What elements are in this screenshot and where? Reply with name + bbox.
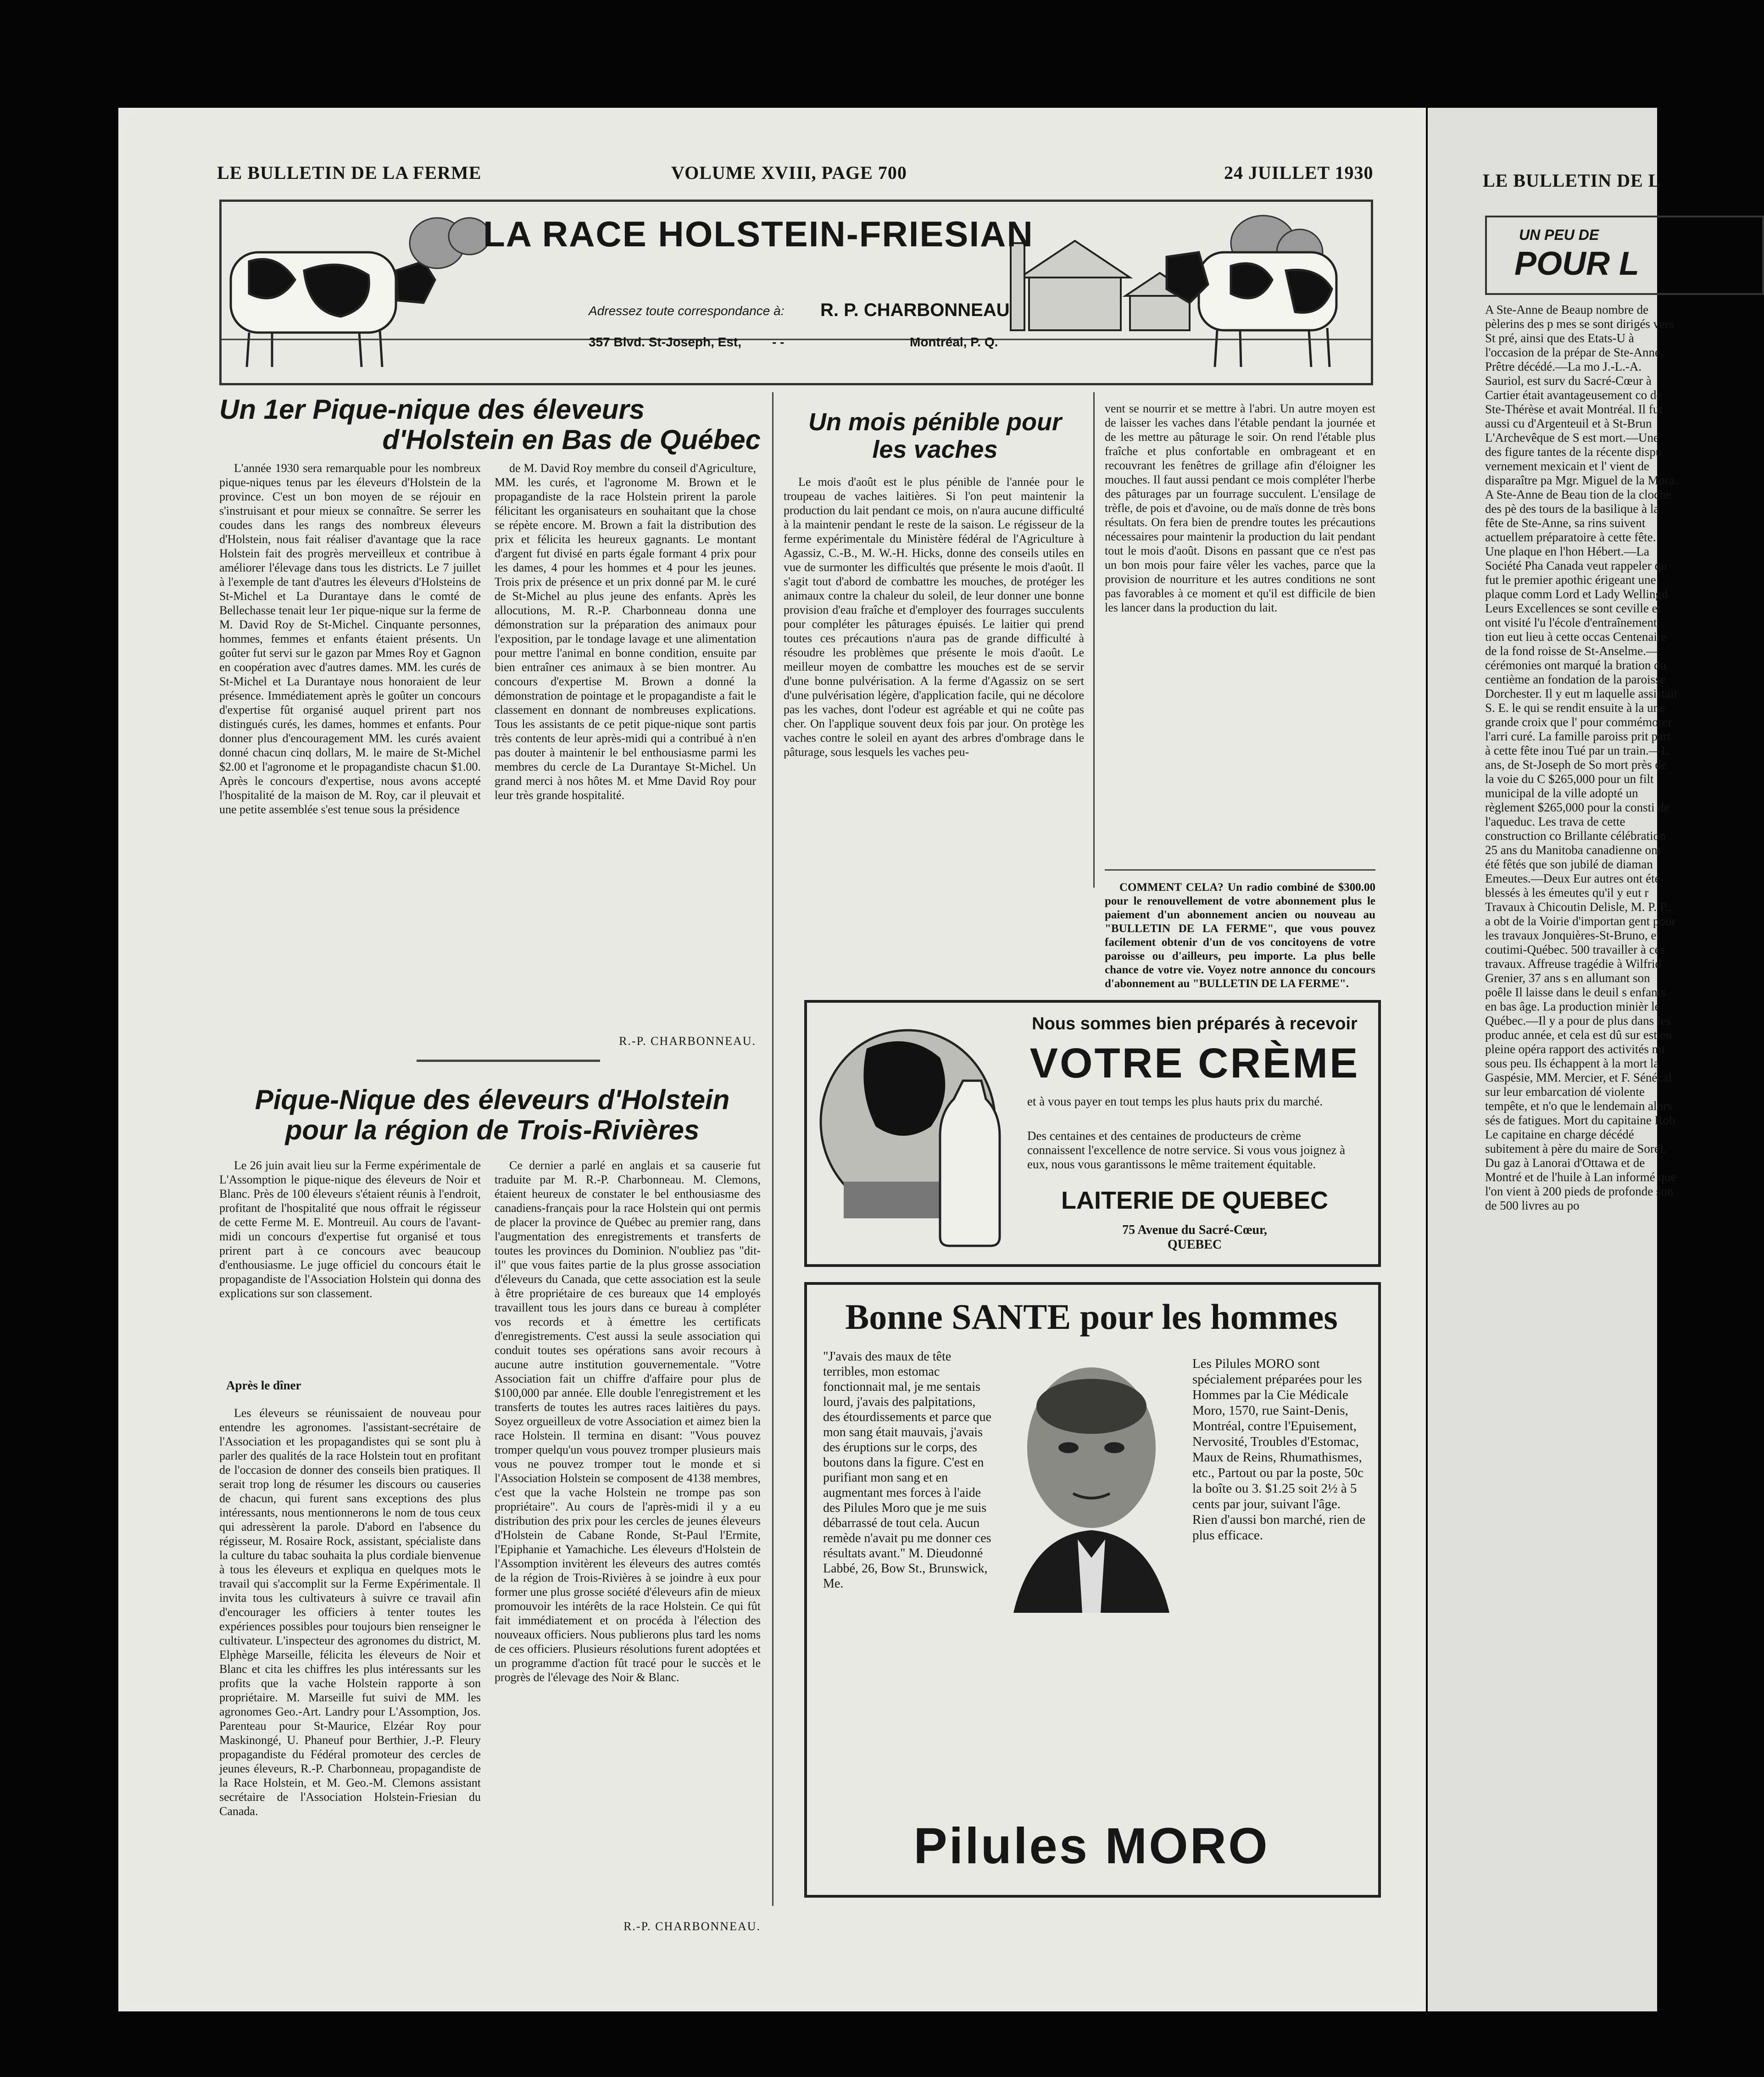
creme-ad-address1: 75 Avenue du Sacré-Cœur, [1122,1223,1267,1237]
article3-column2 [495,1158,761,1915]
address-dash: - - [772,335,785,349]
adjacent-title-box [1485,216,1764,295]
article2-column1 [784,475,1084,984]
adjacent-kicker: UN PEU DE [1519,227,1599,243]
article3-col1-text: Le 26 juin avait lieu sur la Ferme expérimentale de L'Assomption le pique-nique des éleveurs de Noir et Blanc. Près de 100 éleveurs s'étaient réunis à l'endroit, profitant de l'hospitalité que nous offrait le régisseur de cette Ferme M. E. Montreuil. Au cours de l'avant-midi un concours d'expertise fut organisé et tous prirent part à ce concours avec beaucoup d'enthousiasme. Le juge officiel du concours était le propagandiste de l'Association Holstein qui donna des explications sur son classement. [219,1159,481,1300]
column-rule [772,392,773,1906]
left-cow-illustration [231,252,435,367]
column-rule [1093,392,1095,888]
divider [1105,869,1375,871]
article2-headline-line1: Un mois pénible pour [808,408,1062,436]
moro-advertisement [804,1282,1381,1898]
article3-headline-line2: pour la région de Trois-Rivières [285,1115,700,1145]
running-head-volume: VOLUME XVIII, PAGE 700 [671,162,907,183]
article2-column2 [1105,401,1375,853]
cow-and-bottle-illustration [816,1016,1009,1246]
newspaper-page [118,108,1426,2011]
article2-headline-line2: les vaches [872,436,998,463]
banner-title: LA RACE HOLSTEIN-FRIESIAN [483,214,1034,254]
article2-col2-text: vent se nourrir et se mettre à l'abri. Un autre moyen est de laisser les vaches dans l'étable pendant la journée et de les mettre au pâturage le soir. On rend l'étable plus fraîche et plus confortable en ombrageant et en recouvrant les fenêtres de grillage afin d'éloigner les mouches. Il faut aussi pendant ce mois compléter l'herbe des pâturages par un fourrage succulent. L'ensilage de trèfle, de pois et d'avoine, ou de maïs donne de très bons résultats. On fera bien de prendre toutes les précautions nécessaires pour maintenir la production du lait pendant tout le mois d'août. Disons en passant que ce n'est pas un bon mois pour faire vêler les vaches, parce que la provision de nourriture et les autres conditions ne sont pas favorables à ce moment et qu'il est difficile de bien les lancer dans la production du lait. [1105,402,1375,614]
subscription-notice [1105,881,1375,991]
moro-ad-brand: Pilules MORO [913,1818,1269,1874]
article3-signature: R.-P. CHARBONNEAU. [623,1920,761,1933]
article3-col2-text: Ce dernier a parlé en anglais et sa causerie fut traduite par M. R.-P. Charbonneau. M. Clemons, étaient heureux de constater le bel enthousiasme des canadiens-français pour la race Holstein qui ont permis de placer la province de Québec au premier rang, dans l'augmentation des enregistrements et transferts de toutes les provinces du Dominion. N'oubliez pas "dit-il" que vous faites partie de la plus grosse association d'éleveurs du Canada, que cette association est la seule à être propriétaire de ces bureaux que 14 employés travaillent tous les jours dans ce bureau à compléter vos records et à émettre les certificats d'enregistrements. C'est aussi la seule association qui conduit toutes ses opérations sans avoir recours à aucune autre institution gouvernementale. "Votre Association fait un chiffre d'affaire pour plus de $100,000 par année. Elle double l'enregistrement et les transferts de toutes les autres races laitières du pays. Soyez orgueilleux de votre Association et aimez bien la race Holstein. Il termina en disant: "Vous pouvez tromper quelqu'un vous pouvez tromper plusieurs mais vous ne pouvez tromper tout le monde et si l'Association Holstein se composent de 4138 membres, c'est que la vache Holstein ne trompe pas son propriétaire". Au cours de l'après-midi il y a eu distribution des prix pour les cercles de jeunes éleveurs d'Holstein de Cabane Ronde, St-Paul l'Ermite, l'Epiphanie et Yamachiche. Les éleveurs d'Holstein de l'Assomption invitèrent les éleveurs des autres comtés de la région de Trois-Rivières à se joindre à eux pour former une plus grosse société d'éleveurs afin de mieux promouvoir les intérêts de la race Holstein. Ce qui fût fait immédiatement et on procéda à l'élection des nouveaux officiers. Nous publierons plus tard les noms de ces officiers. Plusieurs résolutions furent adoptées et un programme d'action fût tracé pour le succès et le progrès de l'élevage des Noir & Blanc. [495,1159,761,1684]
article3-headline-line1: Pique-Nique des éleveurs d'Holstein [255,1084,730,1115]
adjacent-column-text: A Ste-Anne de Beaup nombre de pèlerins des p mes se sont dirigés vers St pré, ainsi que des Etats-U à l'occasion de la prépar de Ste-Anne. Prêtre décédé.—La mo J.-L.-A. Sauriol, est surv du Sacré-Cœur à Cartier était avantageusement co de Ste-Thérèse et avait Montréal. Il fut aussi cu d'Argenteuil et à St-Brun L'Archevêque de S est mort.—Une des figure tantes de la récente dispu vernement mexicain et l' vient de disparaître pa Mgr. Miguel de la Mora. A Ste-Anne de Beau tion de la cloche des pè des tours de la basilique à la fête de Ste-Anne, sa rins suivent actuellem préparatoire à cette fête. Une plaque en l'hon Hébert.—La Société Pha Canada veut rappeler qu fut le premier apothic érigeant une plaque comm Lord et Lady Wellingd Leurs Excellences se sont ceville et ont visité l'u l'école d'entraînement. tion eut lieu à cette occas Centenaire de la fond roisse de St-Anselme.— cérémonies ont marqué la bration du centième an fondation de la paroisse Dorchester. Il y eut m laquelle assistait S. E. le qui se rendit ensuite à la une grande croix que l' pour commémorer l'arri curé. La famille paroiss prit part à cette fête inou Tué par un train.—L ans, de St-Joseph de So mort près de la voie du C $265,000 pour un filt municipal de la ville adopté un règlement $265,000 pour la consti de l'aqueduc. Les trava de cette construction co Brillante célébration 25 ans du Manitoba canadienne ont été fêtés que son jubilé de diaman Emeutes.—Deux Eur autres ont été blessés à les émeutes qu'il y eut r Travaux à Chicoutin Delisle, M. P. P., a obt de la Voirie d'importan gent pour les travaux Jonquières-St-Bruno, et coutimi-Québec. 500 travailler à ces travaux. Affreuse tragédie à Wilfrid Grenier, 37 ans s en allumant son poêle Il laisse dans le deuil s enfants en bas âge. La production minièr le Québec.—Il y a pour de plus dans les produc année, et cela est dû sur est en pleine opéra rapport des activités mi sous peu. Ils échappent à la mort la Gaspésie, MM. Mercier, et F. Sénécal sur leur embarcation dé violente tempête, et n'o que le lendemain alors sés de fatigues. Mort du capitaine Rob Le capitaine en charge décédé subitement à père du maire de Sorel. Du gaz à Lanorai d'Ottawa et de Montré et de l'huile à Lan informé que l'on vient à 200 pieds de profonde son de 500 livres au po [1485,303,1678,1212]
adjacent-page [1428,108,1678,2011]
article2-headline [784,408,1086,463]
subscription-notice-text: COMMENT CELA? Un radio combiné de $300.00 pour le renouvellement de votre abonnement plus le paiement d'un abonnement ancien ou nouveau au "BULLETIN DE LA FERME", que vous pouvez facilement obtenir d'un de vos concitoyens de votre paroisse ou d'ailleurs, peu importe. La plus belle chance de votre vie. Voyez notre annonce du concours d'abonnement au "BULLETIN DE LA FERME". [1105,881,1375,990]
adjacent-title: POUR L [1514,245,1640,282]
article3-column1b [219,1406,481,1938]
creme-ad-title: VOTRE CRÈME [1029,1040,1360,1087]
correspondence-label: Adressez toute correspondance à: [589,304,785,318]
correspondent-name: R. P. CHARBONNEAU [820,300,1010,320]
creme-ad-brand: LAITERIE DE QUEBEC [1061,1187,1329,1214]
creme-ad-text1: et à vous payer en tout temps les plus hauts prix du marché. [1027,1094,1323,1108]
right-cow-illustration [1167,252,1336,367]
article2-col1-text: Le mois d'août est le plus pénible de l'année pour le troupeau de vaches laitières. Si l'on peut maintenir la production du lait pendant ce mois, on n'aura aucune difficulté à la maintenir pendant le reste de la saison. Le régisseur de la ferme expérimentale du Ministère fédéral de l'Agriculture à Agassiz, C.-B., M. W.-H. Hicks, donne des conseils utiles en vue de surmonter les difficultés que présente le mois d'août. Il s'agit tout d'abord de combattre les mouches, de protéger les animaux contre la chaleur du soleil, de leur donner une bonne provision d'eau fraîche et d'employer des fourrages succulents pour compléter les pâturages épuisés. Le laitier qui prend toutes ces précautions n'aura pas de grande difficulté à résoudre les problèmes que présente le mois d'août. Le meilleur moyen de combattre les mouches est de se servir d'une bonne pulvérisation. A la ferme d'Agassiz on se sert d'une pulvérisation légère, d'application facile, qui ne décolore pas les vaches, dont l'odeur est agréable et qui ne coûte pas cher. On l'applique souvent deux fois par jour. On protège les vaches contre le soleil en ayant des arbres d'ombrage dans le pâturage, sous lesquels les vaches peu- [784,475,1084,759]
article1-col2-text: de M. David Roy membre du conseil d'Agriculture, MM. les curés, et l'agronome M. Brown et le propagandiste de la race Holstein prirent la parole félicitant les organisateurs en souhaitant que la chose se répète encore. M. Brown a fait la distribution des prix et félicita les heureux gagnants. Le montant d'argent fut divisé en parts égale formant 4 prix pour les dames, 4 pour les hommes et 4 pour les jeunes. Trois prix de présence et un prix donné par M. le curé de St-Michel au plus jeune des enfants. Après les allocutions, M. R.-P. Charbonneau donna une démonstration sur la préparation des animaux pour l'exposition, par le tondage lavage et une alimentation pour mettre l'animal en bonne condition, ensuite par bien entraîner ces animaux à se bien montrer. Au concours d'expertise M. Brown a donné la démonstration de pointage et le propagandiste a fait le classement en donnant de nombreuses explications. Tous les assistants de ce petit pique-nique sont partis très contents de leur après-midi qui a contribué à n'en pas douter à maintenir le bel enthousiasme parmi les membres du cercle de La Durantaye St-Michel. Un grand merci à nos hôtes M. et Mme David Roy pour leur très grande hospitalité. [495,461,756,802]
creme-advertisement [804,1000,1381,1267]
adjacent-running-head: LE BULLETIN DE L [1483,170,1661,191]
article1-column2 [495,461,756,1030]
creme-ad-intro: Nous sommes bien préparés à recevoir [1032,1014,1358,1033]
moro-ad-headline: Bonne SANTE pour les hommes [845,1297,1338,1337]
article3-col1b-text: Les éleveurs se réunissaient de nouveau pour entendre les agronomes. l'assistant-secrétaire de l'Association et les propagandistes qui se sont plu à parler des qualités de la race Holstein tout en profitant de l'occasion de donner des conseils bien pratiques. Il serait trop long de résumer les discours ou causeries de chacun, qui furent sans exceptions des plus intéressants, nous mentionnerons le nom de tous ceux qui adressèrent la parole. D'abord en l'absence du régisseur, M. Rosaire Rock, assistant, spécialiste dans la culture du tabac souhaita la plus cordiale bienvenue à tous les éleveurs et expliqua en quelques mots le travail qui s'accomplit sur la Ferme Expérimentale. Il invita tous les cultivateurs à suivre ce travail afin d'encourager les officiers à tenter toutes les expériences possibles pour toujours bien renseigner le cultivateur. L'inspecteur des agronomes du district, M. Elphège Marseille, félicita les éleveurs de Noir et Blanc et cita les chiffres les plus intéressants sur les profits que la vache Holstein rapporte à son propriétaire. M. Marseille fut suivi de MM. les agronomes Geo.-Art. Landry pour L'Assomption, Jos. Parenteau pour St-Maurice, Elzéar Roy pour Maskinongé, U. Phaneuf pour Berthier, J.-P. Fleury propagandiste du Fédéral promoteur des cercles de jeunes éleveurs, R.-P. Charbonneau, propagandiste de la Race Holstein, et M. Geo.-M. Clemons assistant secrétaire de l'Association Holstein-Friesian du Canada. [219,1406,481,1818]
moro-ad-testimonial: "J'avais des maux de tête terribles, mon estomac fonctionnait mal, je me sentais lourd, j'avais des palpitations, des étourdissements et parce que mon sang était mauvais, j'avais des éruptions sur le corps, des boutons dans la figure. C'est en purifiant mon sang et en augmentant mes forces à l'aide des Pilules Moro que je me suis débarrassé de tout cela. Aucun remède n'avait pu me donner ces résultats avant." M. Dieudonné Labbé, 26, Bow St., Brunswick, Me. [823,1349,991,1591]
running-head-title: LE BULLETIN DE LA FERME [217,162,482,183]
moro-ad-description: Les Pilules MORO sont spécialement préparées pour les Hommes par la Cie Médicale Moro, 1570, rue Saint-Denis, Montréal, contre l'Epuisement, Nervosité, Troubles d'Estomac, Maux de Reins, Rhumathismes, etc., Partout ou par la poste, 50c la boîte ou 3. $1.25 soit 2½ à 5 cents par jour, suivant l'âge. Rien d'aussi bon marché, rien de plus efficace. [1192,1356,1366,1543]
portrait-illustration [1000,1356,1183,1613]
article1-column1 [219,461,481,1011]
article3-headline [219,1085,765,1145]
address-city: Montréal, P. Q. [910,335,998,349]
article1-headline-line2: d'Holstein en Bas de Québec [382,424,761,455]
article1-headline-line1: Un 1er Pique-nique des éleveurs [219,394,645,425]
article1-headline [219,394,761,455]
running-head-date: 24 JUILLET 1930 [1224,162,1374,183]
creme-ad-address2: QUEBEC [1167,1238,1222,1252]
article3-column1 [219,1158,481,1369]
divider [417,1060,600,1062]
article1-col1-text: L'année 1930 sera remarquable pour les nombreux pique-niques tenus par les éleveurs d'Holstein de la province. C'est un bon moyen de se réjouir en s'instruisant et pour mieux se connaître. Se serrer les coudes dans les rangs des nombreux éleveurs d'Holstein, nous fait réaliser d'avantage que la race Holstein fait des progrès merveilleux et contribue à améliorer l'élevage dans tous les districts. Le 7 juillet à l'exemple de tant d'autres les éleveurs d'Holsteins de St-Michel et La Durantaye dans le comté de Bellechasse tenait leur 1er pique-nique sur la ferme de M. David Roy de St-Michel. Cinquante personnes, hommes, femmes et enfants étaient présents. Un goûter fut servi sur le gazon par Mmes Roy et Gagnon en coopération avec d'autres dames. MM. les curés de St-Michel et La Durantaye nous honoraient de leur présence. Immédiatement après le goûter un concours d'expertise fût organisé auquel prirent part nos distingués curés, les dames, hommes et enfants. Pour donner plus d'encouragement MM. les curés avaient donné chacun cinq dollars, M. le maire de St-Michel $2.00 et l'agronome et le propagandiste chacun $1.00. Après le concours d'expertise, nous avons accepté l'hospitalité de la maison de M. Roy, car il pleuvait et une petite assemblée s'est tenue sous la présidence [219,461,481,816]
article3-subhead: Après le dîner [226,1378,301,1392]
article1-signature: R.-P. CHARBONNEAU. [619,1034,756,1048]
holstein-banner [219,200,1373,385]
creme-ad-text2: Des centaines et des centaines de producteurs de crème connaissent l'excellence de notre service. Si vous vous joignez à eux, nous vous garantissons le même traitement équitable. [1027,1129,1346,1171]
address-street: 357 Blvd. St-Joseph, Est, [589,335,741,349]
